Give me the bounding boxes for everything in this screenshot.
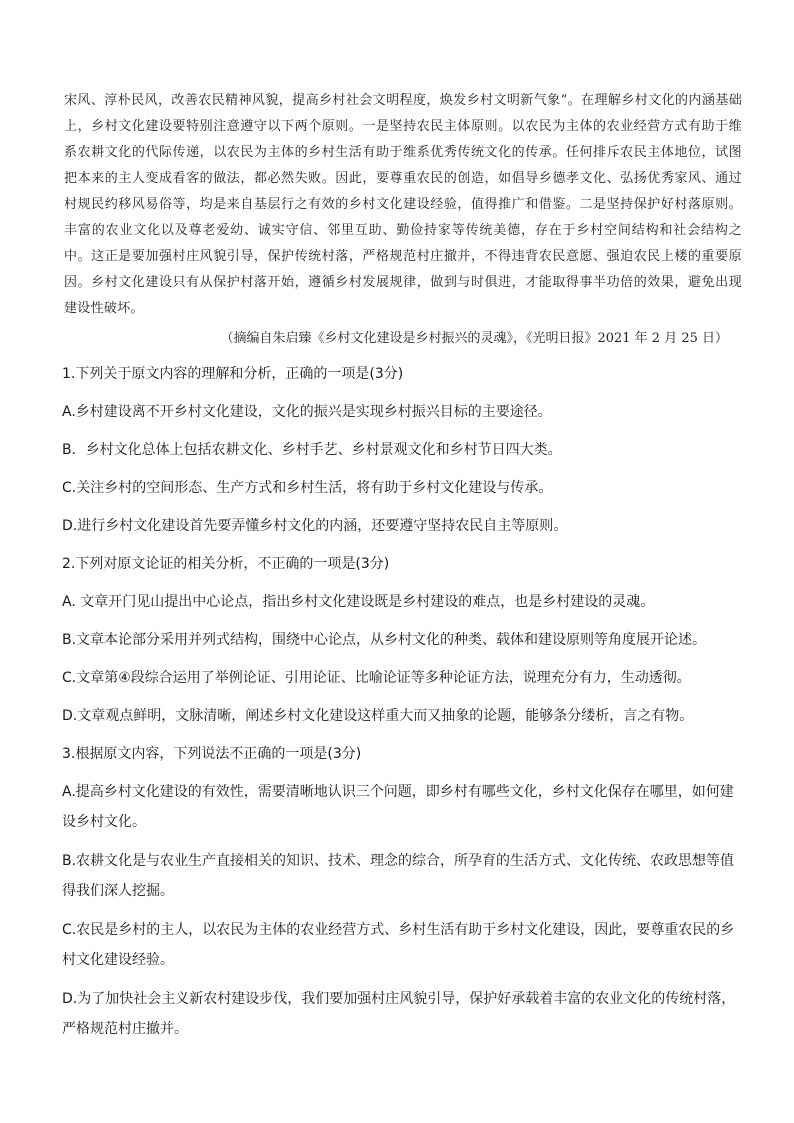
question-3-option-a: A.提高乡村文化建设的有效性，需要清晰地认识三个问题，即乡村有哪些文化，乡村文化保存在哪里，如何建设乡村文化。 xyxy=(62,784,734,830)
question-2-stem: 2.下列对原文论证的相关分析，不正确的一项是(3分) xyxy=(62,556,390,572)
question-1-stem: 1.下列关于原文内容的理解和分析，正确的一项是(3分) xyxy=(62,366,404,382)
question-1-option-b: B．乡村文化总体上包括农耕文化、乡村手艺、乡村景观文化和乡村节日四大类。 xyxy=(62,442,562,458)
question-3-option-c: C.农民是乡村的主人，以农民为主体的农业经营方式、乡村生活有助于乡村文化建设，因此，要尊重农民的乡村文化建设经验。 xyxy=(62,922,735,968)
question-3-stem: 3.根据原文内容，下列说法不正确的一项是(3分) xyxy=(62,746,362,762)
question-2-option-d: D.文章观点鲜明，文脉清晰，阐述乡村文化建设这样重大而又抽象的论题，能够条分缕析，言之有物。 xyxy=(62,708,694,724)
question-1 xyxy=(62,358,742,548)
question-2-option-a: A. 文章开门见山提出中心论点，指出乡村文化建设既是乡村建设的难点，也是乡村建设的灵魂。 xyxy=(62,594,655,610)
question-1-option-a: A.乡村建设离不开乡村文化建设，文化的振兴是实现乡村振兴目标的主要途径。 xyxy=(62,404,552,420)
question-3 xyxy=(62,738,742,1044)
question-2-option-b: B.文章本论部分采用并列式结构，围绕中心论点，从乡村文化的种类、载体和建设原则等角度展开论述。 xyxy=(62,632,707,648)
question-3-option-d: D.为了加快社会主义新农村建设步伐，我们要加强村庄风貌引导，保护好承载着丰富的农业文化的传统村落，严格规范村庄撤并。 xyxy=(62,991,736,1037)
article-source: （摘编自朱启臻《乡村文化建设是乡村振兴的灵魂》，《光明日报》2021 年 2 月 25 日） xyxy=(220,331,728,346)
question-3-option-b: B.农耕文化是与农业生产直接相关的知识、技术、理念的综合，所孕育的生活方式、文化传统、农政思想等值得我们深人挖掘。 xyxy=(62,853,735,899)
question-2 xyxy=(62,548,742,738)
question-1-option-c: C.关注乡村的空间形态、生产方式和乡村生活，将有助于乡村文化建设与传承。 xyxy=(62,480,553,496)
question-2-option-c: C.文章第④段综合运用了举例论证、引用论证、比喻论证等多种论证方法，说理充分有力，生动透彻。 xyxy=(62,670,691,686)
question-1-option-d: D.进行乡村文化建设首先要弄懂乡村文化的内涵，还要遵守坚持农民自主等原则。 xyxy=(62,518,568,534)
question-list xyxy=(62,358,742,1052)
article-paragraph: 宋风、淳朴民风，改善农民精神风貌，提高乡村社会文明程度，焕发乡村文明新气象”。在理解乡村文化的内涵基础上，乡村文化建设要特别注意遵守以下两个原则。一是坚持农民主体原则。以农民为主体的农业经营方式有助于维系农耕文化的代际传递，以农民为主体的乡村生活有助于维系优秀传统文化的传承。任何排斥农民主体地位，试图把本来的主人变成看客的做法，都必然失败。因此，要尊重农民的创造，如倡导乡德孝文化、弘扬优秀家风、通过村规民约移风易俗等，均是来自基层行之有效的乡村文化建设经验，值得推广和借鉴。二是坚持保护好村落原则。丰富的农业文化以及尊老爱幼、诚实守信、邻里互助、勤俭持家等传统美德，存在于乡村空间结构和社会结构之中。这正是要加强村庄风貌引导，保护传统村落，严格规范村庄撤并，不得违背农民意愿、强迫农民上楼的重要原因。乡村文化建设只有从保护村落开始，遵循乡村发展规律，做到与时俱进，才能取得事半功倍的效果，避免出现建设性破坏。 xyxy=(64,93,742,316)
